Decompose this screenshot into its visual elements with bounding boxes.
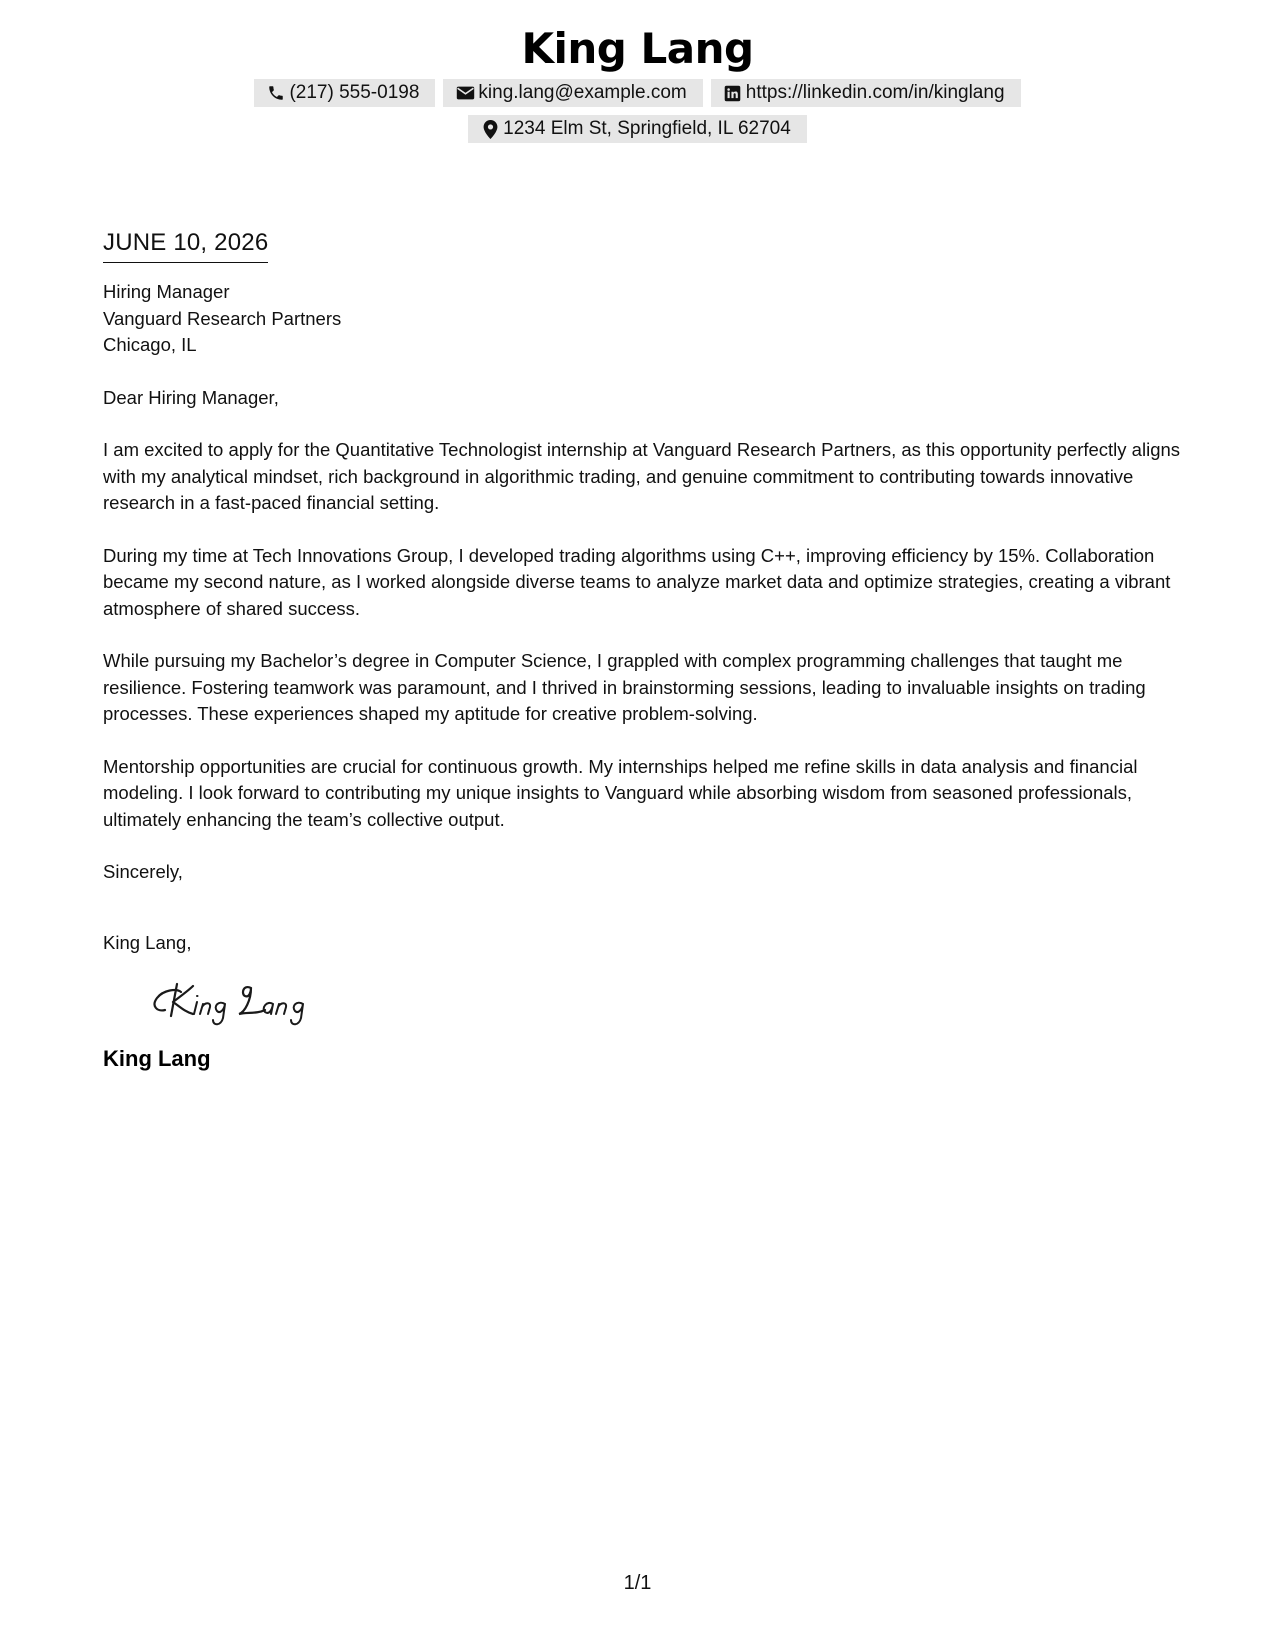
address-text: 1234 Elm St, Springfield, IL 62704 xyxy=(503,118,791,139)
body-paragraph: While pursuing my Bachelor’s degree in Computer Science, I grappled with complex programming challenges that taught me resilience. Fostering teamwork was paramount, and I thrived in brainstorming sessions, leading to invaluable insights on trading processes. These experiences shaped my aptitude for creative problem-solving. xyxy=(103,650,1146,724)
map-pin-icon xyxy=(480,119,500,139)
recipient-title: Hiring Manager xyxy=(103,281,230,302)
recipient-company: Vanguard Research Partners xyxy=(103,307,342,329)
linkedin-icon xyxy=(723,83,743,103)
signature-image xyxy=(147,970,327,1030)
letter-header xyxy=(0,22,1275,143)
recipient-location: Chicago, IL xyxy=(103,334,197,355)
body-paragraph: Mentorship opportunities are crucial for continuous growth. My internships helped me refine skills in data analysis and financial modeling. I look forward to contributing my unique insights to Vanguard while absorbing wisdom from seasoned professionals, ultimately enhancing the team’s collective output. xyxy=(103,755,1138,830)
contact-row xyxy=(0,79,1275,107)
envelope-icon xyxy=(455,83,475,103)
address-chip xyxy=(468,115,807,143)
letter-date: JUNE 10, 2026 xyxy=(103,226,268,263)
phone-text: (217) 555-0198 xyxy=(289,82,420,103)
signoff-name: King Lang, xyxy=(103,931,192,953)
linkedin-text: https://linkedin.com/in/kinglang xyxy=(745,82,1005,103)
closing: Sincerely, xyxy=(103,861,183,882)
email-chip xyxy=(443,79,702,107)
body-paragraph: I am excited to apply for the Quantitative Technologist internship at Vanguard Research Partners, as this opportunity perfectly aligns with my analytical mindset, rich background in algorithmic trading, and genuine commitment to contributing towards innovative research in a fast-paced financial setting. xyxy=(103,439,1181,513)
letter-body xyxy=(103,226,1183,1074)
signer-name: King Lang xyxy=(103,1046,211,1071)
body-paragraph: During my time at Tech Innovations Group, I developed trading algorithms using C++, improving efficiency by 15%. Collaboration became my second nature, as I worked alongside diverse teams to analyze market data and optimize strategies, creating a vibrant atmosphere of shared success. xyxy=(103,544,1171,619)
phone-chip xyxy=(254,79,435,107)
address-row xyxy=(0,115,1275,143)
linkedin-chip xyxy=(711,79,1021,107)
recipient-block xyxy=(103,279,1183,359)
email-text: king.lang@example.com xyxy=(478,82,687,103)
applicant-name: King Lang xyxy=(521,24,754,73)
salutation: Dear Hiring Manager, xyxy=(103,386,279,408)
page-number: 1/1 xyxy=(623,1572,652,1594)
phone-icon xyxy=(266,83,286,103)
